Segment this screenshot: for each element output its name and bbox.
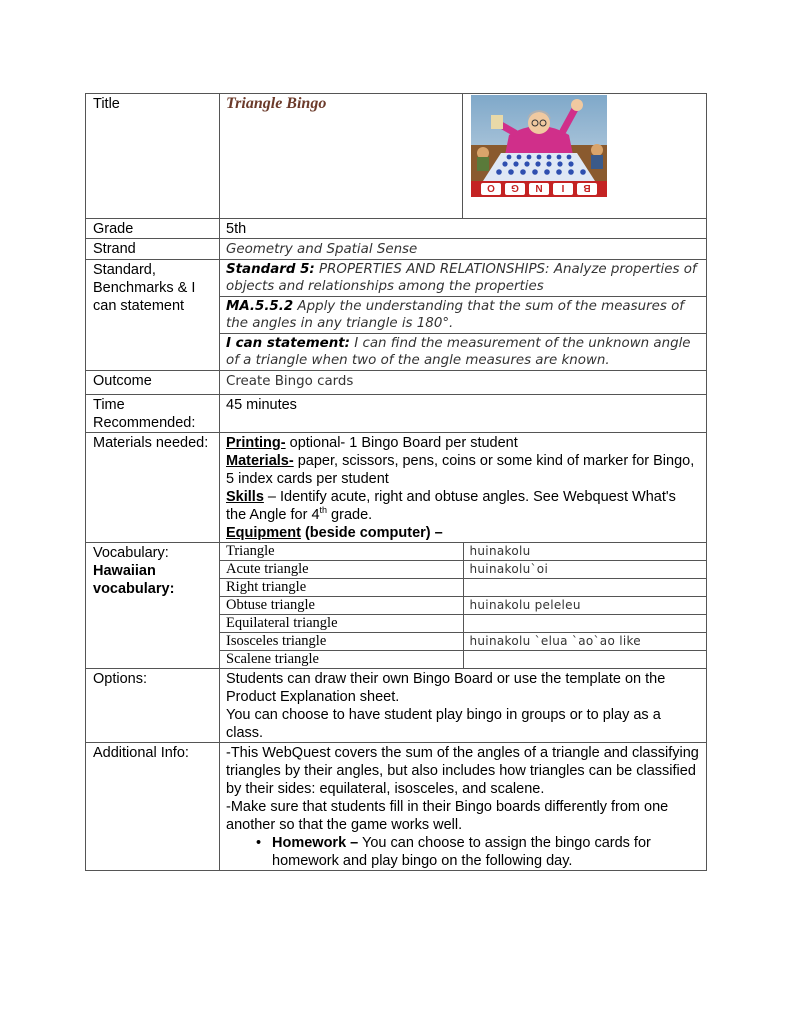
outcome-value: Create Bingo cards — [226, 373, 354, 389]
benchmark-statement: MA.5.5.2 Apply the understanding that the sum of the measures of the angles in any triangle is 180°. — [220, 296, 706, 333]
vocabulary-row — [220, 650, 707, 668]
bingo-player-illustration — [471, 95, 607, 197]
bingo-letter: G — [511, 182, 519, 193]
vocab-hawaiian-term — [463, 578, 707, 596]
i-can-statement: I can statement: I can find the measurement of the unknown angle of a triangle when two of the angle measures are known. — [220, 333, 706, 370]
outcome-label: Outcome — [86, 370, 220, 394]
strand-label: Strand — [86, 239, 220, 260]
grade-label: Grade — [86, 219, 220, 239]
vocab-hawaiian-term: huinakolu peleleu — [463, 596, 707, 614]
vocab-hawaiian-term — [463, 614, 707, 632]
vocabulary-row — [220, 543, 707, 561]
vocab-english-term: Equilateral triangle — [220, 614, 463, 632]
vocab-english-term: Acute triangle — [220, 560, 463, 578]
options-label: Options: — [86, 668, 220, 742]
vocabulary-table — [220, 543, 707, 668]
time-label: Time Recommended: — [86, 394, 220, 432]
grade-value: 5th — [220, 219, 707, 239]
bingo-letter: O — [487, 182, 495, 193]
vocabulary-row — [220, 596, 707, 614]
bullet-icon: • — [256, 834, 262, 851]
vocab-hawaiian-term: huinakolu `elua `ao`ao like — [463, 632, 707, 650]
bingo-clipart-image — [471, 95, 607, 197]
options-value: Students can draw their own Bingo Board or use the template on the Product Explanation sheet. You can choose to have student play bingo in groups or to play as a class. — [220, 668, 707, 742]
vocabulary-row — [220, 578, 707, 596]
additional-info-label: Additional Info: — [86, 742, 220, 870]
vocab-english-term: Isosceles triangle — [220, 632, 463, 650]
vocab-hawaiian-term: huinakolu`oi — [463, 560, 707, 578]
vocab-hawaiian-term: huinakolu — [463, 543, 707, 561]
vocab-english-term: Right triangle — [220, 578, 463, 596]
materials-label: Materials needed: — [86, 432, 220, 542]
vocab-hawaiian-term — [463, 650, 707, 668]
time-value: 45 minutes — [220, 394, 707, 432]
bingo-letter: N — [535, 182, 543, 193]
vocab-english-term: Scalene triangle — [220, 650, 463, 668]
materials-value: Printing- optional- 1 Bingo Board per student Materials- paper, scissors, pens, coins or some kind of marker for Bingo, 5 index cards per student Skills – Identify acute, right and obtuse angles. See Webquest What's the Angle for 4th grade. Equipment (beside computer) – — [220, 432, 707, 542]
vocab-english-term: Obtuse triangle — [220, 596, 463, 614]
lesson-title: Triangle Bingo — [226, 95, 327, 112]
vocabulary-label: Vocabulary: Hawaiian vocabulary: — [86, 542, 220, 668]
strand-value: Geometry and Spatial Sense — [226, 242, 418, 257]
vocabulary-row — [220, 614, 707, 632]
bingo-letter: I — [561, 182, 565, 193]
standard-label: Standard, Benchmarks & I can statement — [86, 259, 220, 370]
bingo-letter: B — [583, 182, 591, 193]
title-label: Title — [86, 94, 220, 219]
additional-info-value: -This WebQuest covers the sum of the angles of a triangle and classifying triangles by their angles, but also includes how triangles can be classified by their sides: equilateral, isosceles, and scalene. -Make sure that students fill in their Bingo boards differently from one another so that the game works well. • Homework – You can choose to assign the bingo cards for homework and play bingo on the following day. — [220, 742, 707, 870]
vocabulary-row — [220, 560, 707, 578]
vocabulary-row — [220, 632, 707, 650]
vocab-english-term: Triangle — [220, 543, 463, 561]
lesson-plan-table — [85, 93, 707, 871]
standard-statement: Standard 5: PROPERTIES AND RELATIONSHIPS: Analyze properties of objects and relationships among the properties — [226, 261, 697, 294]
